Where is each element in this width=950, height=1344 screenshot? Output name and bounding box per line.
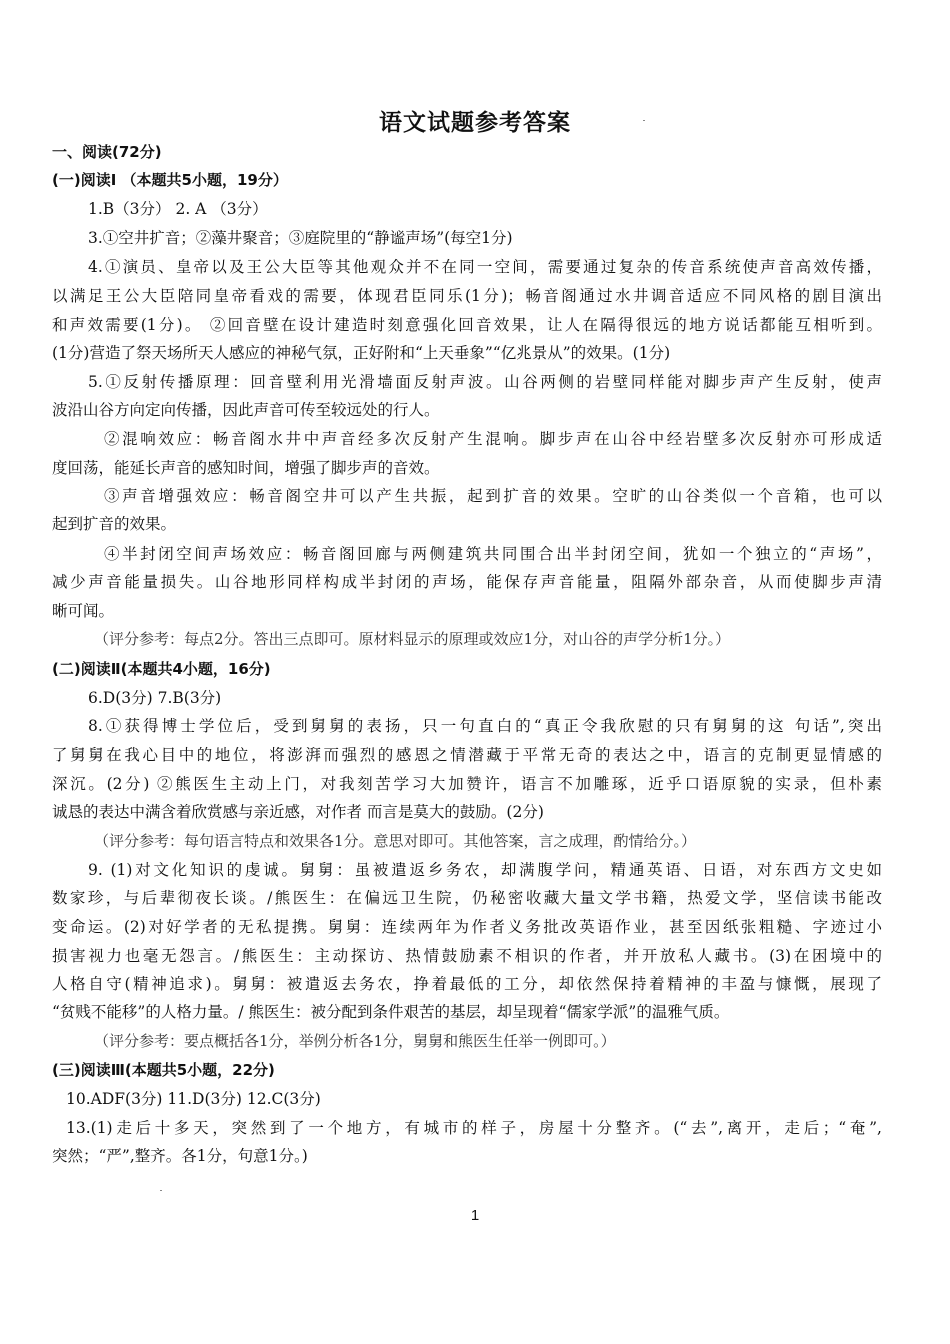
answer-line: 以满足王公大臣陪同皇帝看戏的需要，体现君臣同乐(1分)；畅音阁通过水井调音适应不同风格的剧目演出 — [52, 287, 882, 305]
answer-line: 了舅舅在我心目中的地位，将澎湃而强烈的感恩之情潜藏于平常无奇的表达之中，语言的克制更显情感的 — [52, 746, 882, 764]
scan-speck — [160, 1190, 162, 1191]
answer-line: 6.D(3分) 7.B(3分) — [88, 689, 222, 707]
answer-line: ②混响效应：畅音阁水井中声音经多次反射产生混响。脚步声在山谷中经岩壁多次反射亦可形成适 — [104, 430, 882, 448]
answer-line: 9. (1)对文化知识的虔诚。舅舅：虽被遣返乡务农，却满腹学问，精通英语、日语，对东西方文史如 — [88, 861, 882, 879]
answer-line: 数家珍，与后辈彻夜长谈。/熊医生：在偏远卫生院，仍秘密收藏大量文学书籍，热爱文学，坚信读书能改 — [52, 889, 882, 907]
answer-line: 人格自守(精神追求)。舅舅：被遣返去务农，挣着最低的工分，却依然保持着精神的丰盈与慷慨，展现了 — [52, 975, 882, 993]
answer-line: “贫贱不能移”的人格力量。/ 熊医生：被分配到条件艰苦的基层，却呈现着“儒家学派”的温雅气质。 — [52, 1003, 730, 1021]
answer-line: 13.(1)走后十多天，突然到了一个地方，有城市的样子，房屋十分整齐。(“去”,离开，走后；“奄”, — [66, 1119, 882, 1137]
answer-line: (1分)营造了祭天场所天人感应的神秘气氛，正好附和“上天垂象”“亿兆景从”的效果。(1分) — [52, 344, 671, 362]
answer-line: 晰可闻。 — [52, 602, 115, 620]
answer-line: 和声效需要(1分)。 ②回音壁在设计建造时刻意强化回音效果，让人在隔得很远的地方说话都能互相听到。 — [52, 316, 882, 334]
section-heading: 一、阅读(72分) — [52, 143, 162, 161]
answer-line: 8.①获得博士学位后，受到舅舅的表扬，只一句直白的“真正令我欣慰的只有舅舅的这 句话”,突出 — [88, 717, 882, 735]
answer-line: ④半封闭空间声场效应：畅音阁回廊与两侧建筑共同围合出半封闭空间，犹如一个独立的“声场”， — [104, 545, 882, 563]
page-title: 语文试题参考答案 — [379, 110, 571, 136]
scoring-note: （评分参考：要点概括各1分，举例分析各1分，舅舅和熊医生任举一例即可。） — [94, 1032, 616, 1050]
answer-line: 4.①演员、皇帝以及王公大臣等其他观众并不在同一空间，需要通过复杂的传音系统使声音高效传播， — [88, 258, 882, 276]
answer-line: 减少声音能量损失。山谷地形同样构成半封闭的声场，能保存声音能量，阻隔外部杂音，从而使脚步声清 — [52, 573, 882, 591]
answer-line: 损害视力也毫无怨言。/熊医生：主动探访、热情鼓励素不相识的作者，并开放私人藏书。(3)在困境中的 — [52, 947, 882, 965]
answer-line: 度回荡，能延长声音的感知时间，增强了脚步声的音效。 — [52, 459, 440, 477]
answer-line: 3.①空井扩音；②藻井聚音；③庭院里的“静谧声场”(每空1分) — [88, 229, 513, 247]
answer-line: 突然；“严”,整齐。各1分，句意1分。) — [52, 1147, 308, 1165]
answer-line: 波沿山谷方向定向传播，因此声音可传至较远处的行人。 — [52, 401, 440, 419]
scan-speck — [643, 120, 645, 121]
scoring-note: （评分参考：每点2分。答出三点即可。原材料显示的原理或效应1分，对山谷的声学分析1分。） — [94, 630, 731, 648]
answer-line: ③声音增强效应：畅音阁空井可以产生共振，起到扩音的效果。空旷的山谷类似一个音箱，也可以 — [104, 487, 882, 505]
subsection-heading: (二)阅读Ⅱ(本题共4小题，16分) — [52, 660, 271, 678]
page-number: 1 — [470, 1207, 480, 1224]
scoring-note: （评分参考：每句语言特点和效果各1分。意思对即可。其他答案，言之成理，酌情给分。） — [94, 832, 697, 850]
subsection-heading: (一)阅读Ⅰ （本题共5小题，19分） — [52, 171, 288, 189]
answer-line: 诚恳的表达中满含着欣赏感与亲近感，对作者 而言是莫大的鼓励。(2分) — [52, 803, 544, 821]
answer-line: 变命运。(2)对好学者的无私提携。舅舅：连续两年为作者义务批改英语作业，甚至因纸张粗糙、字迹过小 — [52, 918, 882, 936]
answer-line: 深沉。(2分) ②熊医生主动上门，对我刻苦学习大加赞许，语言不加雕琢，近乎口语原貌的实录，但朴素 — [52, 775, 882, 793]
answer-line: 5.①反射传播原理：回音壁利用光滑墙面反射声波。山谷两侧的岩壁同样能对脚步声产生反射，使声 — [88, 373, 882, 391]
answer-line: 10.ADF(3分) 11.D(3分) 12.C(3分) — [66, 1090, 321, 1108]
subsection-heading: (三)阅读Ⅲ(本题共5小题，22分) — [52, 1061, 275, 1079]
answer-line: 起到扩音的效果。 — [52, 515, 177, 533]
answer-line: 1.B（3分） 2. A （3分） — [88, 200, 268, 218]
